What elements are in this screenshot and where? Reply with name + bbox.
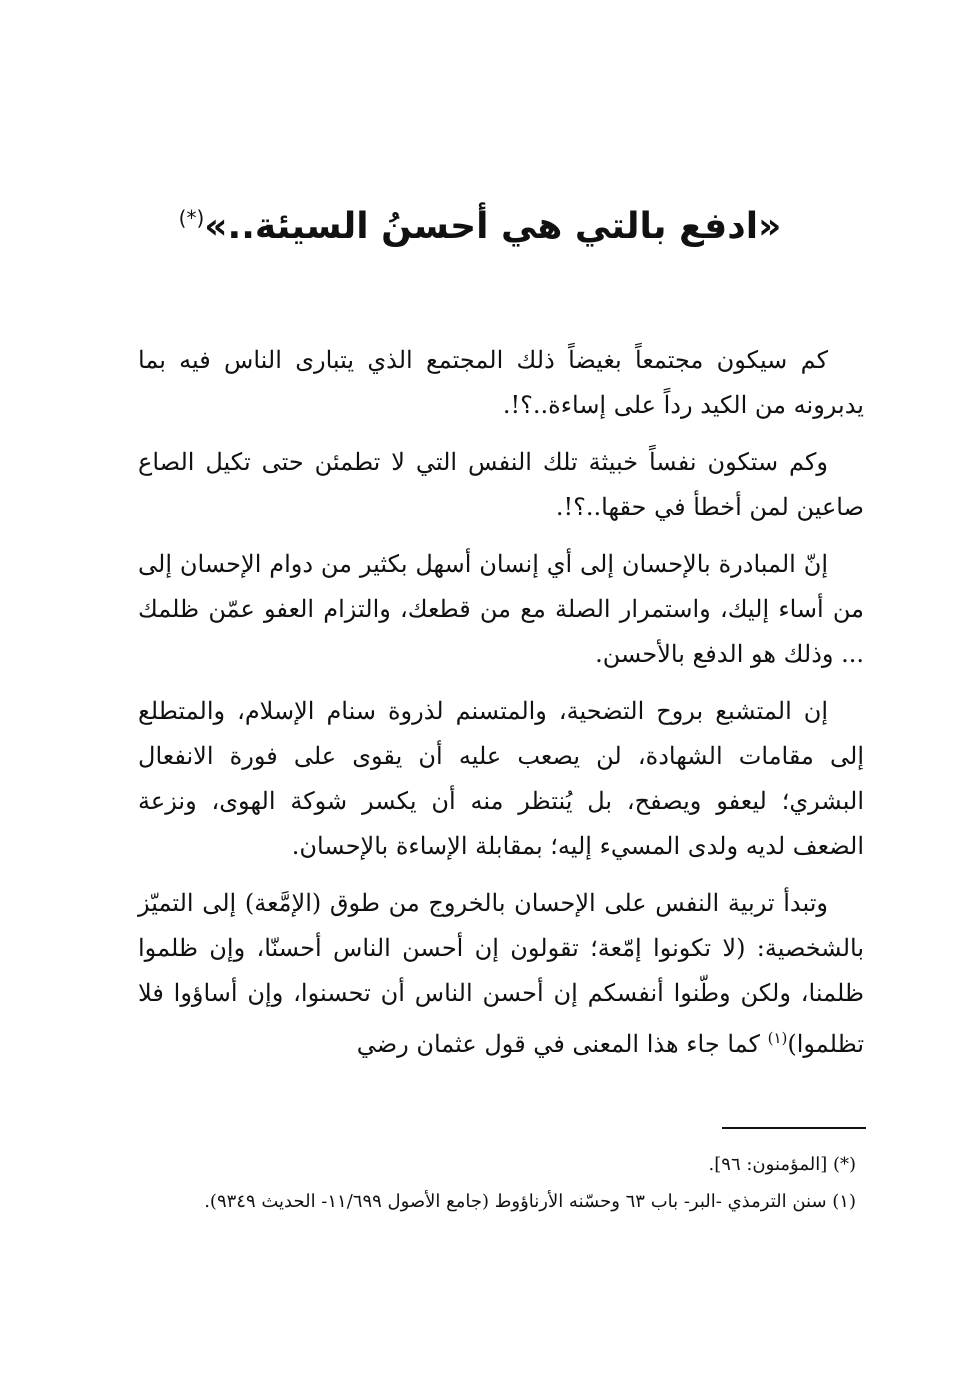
footnote-1: (١) سنن الترمذي -البر- باب ٦٣ وحسّنه الأرناؤوط (جامع الأصول ١١/٦٩٩- الحديث ٩٣٤٩). — [204, 1191, 856, 1212]
title-text: «ادفع بالتي هي أحسنُ السيئة..» — [204, 206, 782, 247]
paragraph-1: كم سيكون مجتمعاً بغيضاً ذلك المجتمع الذي يتبارى الناس فيه بما يدبرونه من الكيد رداً على إساءة..؟!. — [138, 346, 864, 419]
paragraph-4: إن المتشبع بروح التضحية، والمتسنم لذروة سنام الإسلام، والمتطلع إلى مقامات الشهادة، لن يصعب عليه أن يقوى على فورة الانفعال البشري؛ ليعفو ويصفح، بل يُنتظر منه أن يكسر شوكة الهوى، ونزعة الضعف لديه ولدى المسيء إليه؛ بمقابلة الإساءة بالإحسان. — [138, 697, 864, 860]
title-footnote-mark: (*) — [178, 206, 205, 230]
paragraph-3: إنّ المبادرة بالإحسان إلى أي إنسان أسهل بكثير من دوام الإحسان إلى من أساء إليك، واستمرار الصلة مع من قطعك، والتزام العفو عمّن ظلمك ... وذلك هو الدفع بالأحسن. — [138, 550, 864, 668]
footnote-ref-1: (١) — [767, 1029, 788, 1047]
body-text — [138, 338, 864, 1079]
footnote-divider — [722, 1127, 866, 1129]
paragraph-5-tail: كما جاء هذا المعنى في قول عثمان رضي — [356, 1030, 760, 1058]
paragraph-5 — [138, 881, 864, 1067]
footnote-star: (*) [المؤمنون: ٩٦]. — [708, 1154, 856, 1175]
paragraph-5-text: وتبدأ تربية النفس على الإحسان بالخروج من طوق (الإمَّعة) إلى التميّز بالشخصية: (لا تكونوا إمّعة؛ تقولون إن أحسن الناس أحسنّا، وإن ظلموا ظلمنا، ولكن وطّنوا أنفسكم إن أحسن الناس أن تحسنوا، وإن أساؤوا فلا تظلموا) — [138, 889, 864, 1058]
page-title — [120, 190, 840, 255]
footnotes — [128, 1148, 856, 1222]
paragraph-2: وكم ستكون نفساً خبيثة تلك النفس التي لا تطمئن حتى تكيل الصاع صاعين لمن أخطأ في حقها..؟!. — [138, 448, 864, 521]
